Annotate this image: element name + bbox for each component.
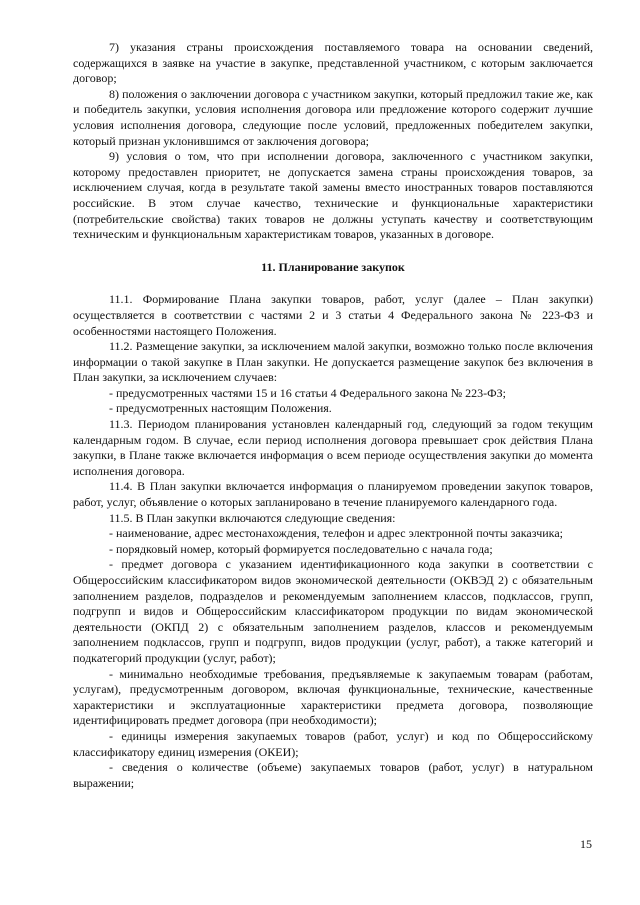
paragraph-11-2: 11.2. Размещение закупки, за исключением малой закупки, возможно только после включения информации о такой закупке в План закупки. Не допускается размещение закупок без включения в План закупки, за исключением случаев:: [73, 339, 593, 385]
section-heading: 11. Планирование закупок: [261, 259, 405, 274]
paragraph-11-3: 11.3. Периодом планирования установлен календарный год, следующий за годом текущим календарным годом. В случае, если период исполнения договора превышает срок действия Плана закупки, в Плане также включается информация о всем периоде осуществления закупки до момента исполнения договора.: [73, 417, 593, 478]
list-item: - сведения о количестве (объеме) закупаемых товаров (работ, услуг) в натуральном выражении;: [73, 760, 593, 790]
list-item: - наименование, адрес местонахождения, телефон и адрес электронной почты заказчика;: [109, 526, 563, 541]
list-item: - минимально необходимые требования, предъявляемые к закупаемым товарам (работам, услугам), предусмотренным договором, включая функциональные, технические, качественные характеристики и эксплуатационные характеристики предмета договора, позволяющие идентифицировать предмет договора (при необходимости);: [73, 666, 593, 728]
list-item: - единицы измерения закупаемых товаров (работ, услуг) и код по Общероссийскому классификатору единиц измерения (ОКЕИ);: [73, 728, 593, 759]
list-item: - предусмотренных частями 15 и 16 статьи 4 Федерального закона № 223-ФЗ;: [109, 385, 507, 400]
list-item: - порядковый номер, который формируется последовательно с начала года;: [109, 541, 493, 556]
page-number: 15: [580, 837, 592, 851]
paragraph-11-1: 11.1. Формирование Плана закупки товаров, работ, услуг (далее – План закупки) осуществляется в соответствии с частями 2 и 3 статьи 4 Федерального закона № 223-ФЗ и особенностями настоящего Положения.: [73, 292, 593, 338]
paragraph-item-7: 7) указания страны происхождения поставляемого товара на основании сведений, содержащихся в заявке на участие в закупке, представленной участником, с которым заключается договор;: [73, 40, 593, 86]
paragraph-11-4: 11.4. В План закупки включается информация о планируемом проведении закупок товаров, работ, услуг, объявление о которых запланировано в течение планируемого календарного года.: [73, 479, 593, 510]
paragraph-item-8: 8) положения о заключении договора с участником закупки, который предложил такие же, как и победитель закупки, условия исполнения договора или предложение которого содержит лучшие условия исполнения договора, следующие после условий, предложенных победителем закупки, который признан уклонившимся от заключения договора;: [73, 86, 593, 148]
paragraph-11-5: 11.5. В План закупки включаются следующие сведения:: [109, 510, 396, 525]
paragraph-item-9: 9) условия о том, что при исполнении договора, заключенного с участником закупки, которому предоставлен приоритет, не допускается замена страны происхождения товаров, за исключением случая, когда в результате такой замены вместо иностранных товаров поставляются российские. В этом случае качество, технические и функциональные характеристики (потребительские свойства) таких товаров не должны уступать качеству и соответствующим техническим и функциональным характеристикам товаров, указанных в договоре.: [73, 149, 593, 242]
page-content: [73, 40, 593, 791]
list-item: - предмет договора с указанием идентификационного кода закупки в соответствии с Общероссийским классификатором видов экономической деятельности (ОКВЭД 2) с обязательным заполнением разделов, подразделов и рекомендуемым заполнением классов, подклассов, групп, подгрупп и видов и Общероссийским классификатором продукции по видам экономической деятельности (ОКПД 2) с обязательным заполнением разделов, классов и рекомендуемым заполнением подклассов, групп и подгрупп, видов продукции (услуг, работ), а также категорий и подкатегорий продукции (услуг, работ);: [73, 557, 593, 665]
list-item: - предусмотренных настоящим Положения.: [109, 401, 332, 416]
